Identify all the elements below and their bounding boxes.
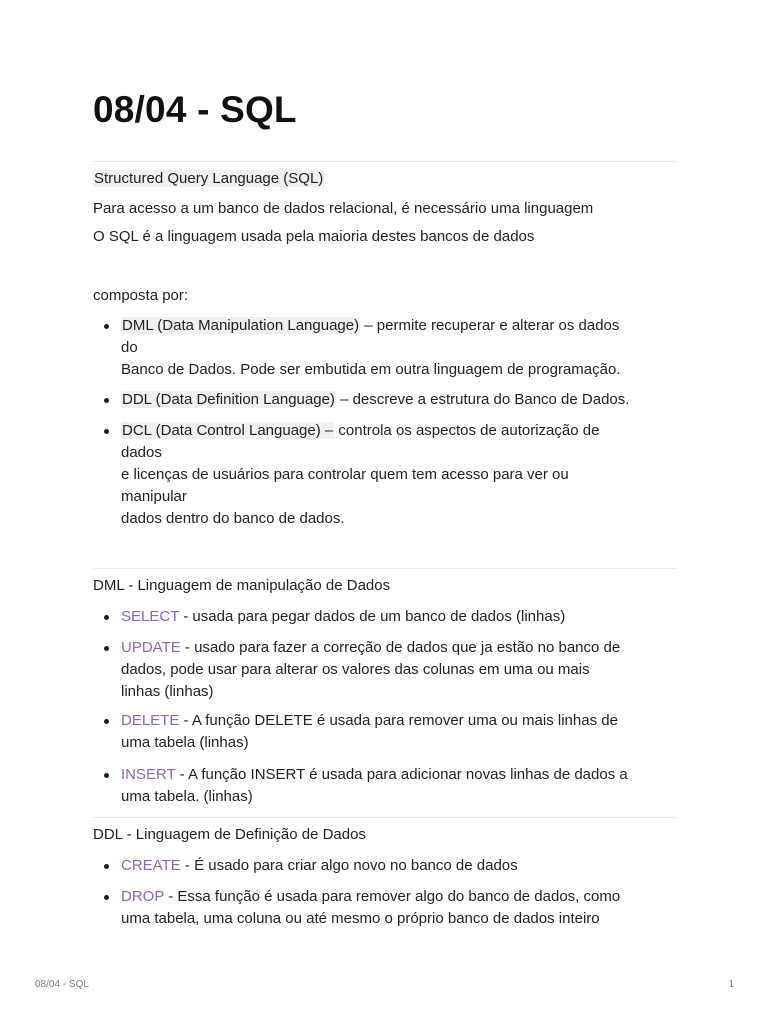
bullet-icon bbox=[104, 773, 109, 778]
list-item: DDL (Data Definition Language) – descreve a estrutura do Banco de Dados. bbox=[93, 389, 677, 411]
section-heading-ddl: DDL - Linguagem de Definição de Dados bbox=[93, 826, 366, 843]
list-item: SELECT - usada para pegar dados de um banco de dados (linhas) bbox=[93, 606, 677, 628]
intro-line-2: Para acesso a um banco de dados relacional, é necessário uma linguagem bbox=[93, 200, 594, 217]
bullet-icon bbox=[104, 615, 109, 620]
divider bbox=[93, 817, 677, 818]
list-item: DROP - Essa função é usada para remover algo do banco de dados, como uma tabela, uma coluna ou até mesmo o próprio banco de dados inteiro bbox=[93, 886, 677, 930]
page-title: 08/04 - SQL bbox=[93, 89, 297, 130]
term-highlight: DCL (Data Control Language) – bbox=[122, 422, 334, 439]
footer-title: 08/04 - SQL bbox=[35, 979, 89, 990]
intro-line-1 bbox=[93, 168, 324, 190]
sql-keyword: UPDATE bbox=[121, 639, 181, 656]
bullet-icon bbox=[104, 324, 109, 329]
term-highlight: DML (Data Manipulation Language) bbox=[122, 317, 360, 334]
list-item: DCL (Data Control Language) – controla os aspectos de autorização de dados e licenças de usuários para controlar quem tem acesso para ver ou manipular dados dentro do banco de dados. bbox=[93, 420, 677, 530]
bullet-icon bbox=[104, 895, 109, 900]
highlighted-text: Structured Query Language (SQL) bbox=[94, 170, 324, 187]
intro-line-4: composta por: bbox=[93, 287, 189, 304]
list-item: INSERT - A função INSERT é usada para adicionar novas linhas de dados a uma tabela. (linhas) bbox=[93, 764, 677, 808]
sql-keyword: SELECT bbox=[121, 608, 180, 625]
list-item: UPDATE - usado para fazer a correção de dados que ja estão no banco de dados, pode usar para alterar os valores das colunas em uma ou mais linhas (linhas) bbox=[93, 637, 677, 703]
bullet-icon bbox=[104, 398, 109, 403]
sql-keyword: DELETE bbox=[121, 712, 180, 729]
section-heading-dml: DML - Linguagem de manipulação de Dados bbox=[93, 577, 391, 594]
list-item: DELETE - A função DELETE é usada para remover uma ou mais linhas de uma tabela (linhas) bbox=[93, 710, 677, 754]
bullet-icon bbox=[104, 429, 109, 434]
divider bbox=[93, 161, 677, 162]
sql-keyword: CREATE bbox=[121, 857, 181, 874]
list-item: DML (Data Manipulation Language) – permite recuperar e alterar os dados do Banco de Dados. Pode ser embutida em outra linguagem de programação. bbox=[93, 315, 677, 381]
sql-keyword: DROP bbox=[121, 888, 165, 905]
page-number: 1 bbox=[728, 979, 734, 990]
sql-keyword: INSERT bbox=[121, 766, 176, 783]
intro-line-3: O SQL é a linguagem usada pela maioria destes bancos de dados bbox=[93, 228, 535, 245]
bullet-icon bbox=[104, 646, 109, 651]
list-item: CREATE - É usado para criar algo novo no banco de dados bbox=[93, 855, 677, 877]
bullet-icon bbox=[104, 719, 109, 724]
bullet-icon bbox=[104, 864, 109, 869]
term-highlight: DDL (Data Definition Language) bbox=[122, 391, 335, 408]
divider bbox=[93, 568, 677, 569]
